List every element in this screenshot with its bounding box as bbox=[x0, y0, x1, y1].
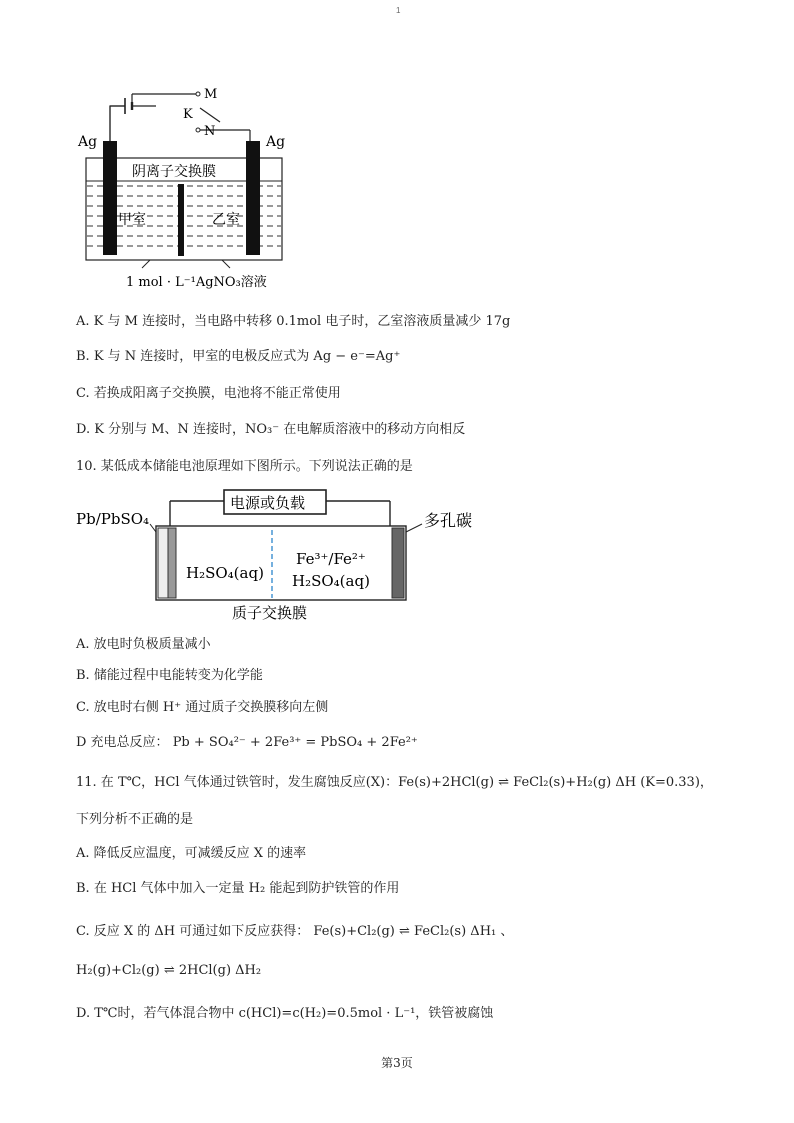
ion-exchange-membrane bbox=[178, 184, 184, 256]
q9-option-b: B. K 与 N 连接时，甲室的电极反应式为 Ag − e⁻=Ag⁺ bbox=[76, 349, 401, 364]
page-number: 第3页 bbox=[381, 1056, 413, 1070]
electrolysis-cell-diagram bbox=[70, 78, 300, 298]
q9-option-c: C. 若换成阳离子交换膜，电池将不能正常使用 bbox=[76, 386, 341, 401]
q10-option-b: B. 储能过程中电能转变为化学能 bbox=[76, 668, 263, 683]
chamber-a-label: 甲室 bbox=[118, 212, 146, 228]
left-electrode-label: Pb/PbSO₄ bbox=[76, 510, 150, 528]
membrane-label: 质子交换膜 bbox=[232, 604, 308, 622]
pb-electrode-outer bbox=[158, 528, 168, 598]
right-electrode-label: Ag bbox=[266, 134, 286, 150]
chamber-b-label: 乙室 bbox=[212, 212, 240, 228]
switch-k bbox=[200, 108, 220, 122]
q10-option-d: D 充电总反应： Pb + SO₄²⁻ + 2Fe³⁺ = PbSO₄ + 2Fe²⁺ bbox=[76, 735, 418, 750]
porous-carbon-electrode bbox=[392, 528, 404, 598]
pb-electrode-inner bbox=[168, 528, 176, 598]
q10-option-c: C. 放电时右侧 H⁺ 通过质子交换膜移向左侧 bbox=[76, 700, 329, 715]
q9-option-a: A. K 与 M 连接时，当电路中转移 0.1mol 电子时，乙室溶液质量减少 17g bbox=[76, 314, 511, 329]
power-or-load-label: 电源或负载 bbox=[230, 494, 306, 512]
q11-option-b: B. 在 HCl 气体中加入一定量 H₂ 能起到防护铁管的作用 bbox=[76, 881, 400, 896]
battery-diagram bbox=[70, 486, 490, 626]
right-solution-label-2: H₂SO₄(aq) bbox=[292, 572, 370, 590]
q10-stem: 10. 某低成本储能电池原理如下图所示。下列说法正确的是 bbox=[76, 459, 413, 474]
q11-option-c: C. 反应 X 的 ΔH 可通过如下反应获得： Fe(s)+Cl₂(g) ⇌ FeCl₂(s) ΔH₁ 、 bbox=[76, 924, 514, 939]
q11-stem-2: 下列分析不正确的是 bbox=[76, 812, 194, 827]
solution-label: 1 mol · L⁻¹AgNO₃溶液 bbox=[126, 275, 267, 290]
switch-n-label: N bbox=[204, 124, 216, 139]
switch-k-label: K bbox=[183, 107, 193, 122]
q11-option-c-continued: H₂(g)+Cl₂(g) ⇌ 2HCl(g) ΔH₂ bbox=[76, 963, 262, 978]
q11-option-d: D. T℃时，若气体混合物中 c(HCl)=c(H₂)=0.5mol · L⁻¹，铁管被腐蚀 bbox=[76, 1006, 494, 1021]
q11-option-a: A. 降低反应温度，可减缓反应 X 的速率 bbox=[76, 846, 307, 861]
switch-m-label: M bbox=[204, 87, 218, 102]
left-ag-electrode bbox=[103, 141, 117, 255]
right-electrode-label: 多孔碳 bbox=[424, 511, 473, 530]
q11-stem-1: 11. 在 T℃，HCl 气体通过铁管时，发生腐蚀反应(X)：Fe(s)+2HCl(g) ⇌ FeCl₂(s)+H₂(g) ΔH (K=0.33)， bbox=[76, 775, 713, 790]
q10-option-a: A. 放电时负极质量减小 bbox=[76, 637, 211, 652]
page-marker: 1 bbox=[396, 6, 401, 15]
q9-option-d: D. K 分别与 M、N 连接时，NO₃⁻ 在电解质溶液中的移动方向相反 bbox=[76, 422, 466, 437]
left-solution-label: H₂SO₄(aq) bbox=[186, 564, 264, 582]
membrane-label: 阴离子交换膜 bbox=[132, 164, 216, 180]
right-solution-label-1: Fe³⁺/Fe²⁺ bbox=[296, 550, 366, 568]
right-ag-electrode bbox=[246, 141, 260, 255]
left-electrode-label: Ag bbox=[78, 134, 98, 150]
